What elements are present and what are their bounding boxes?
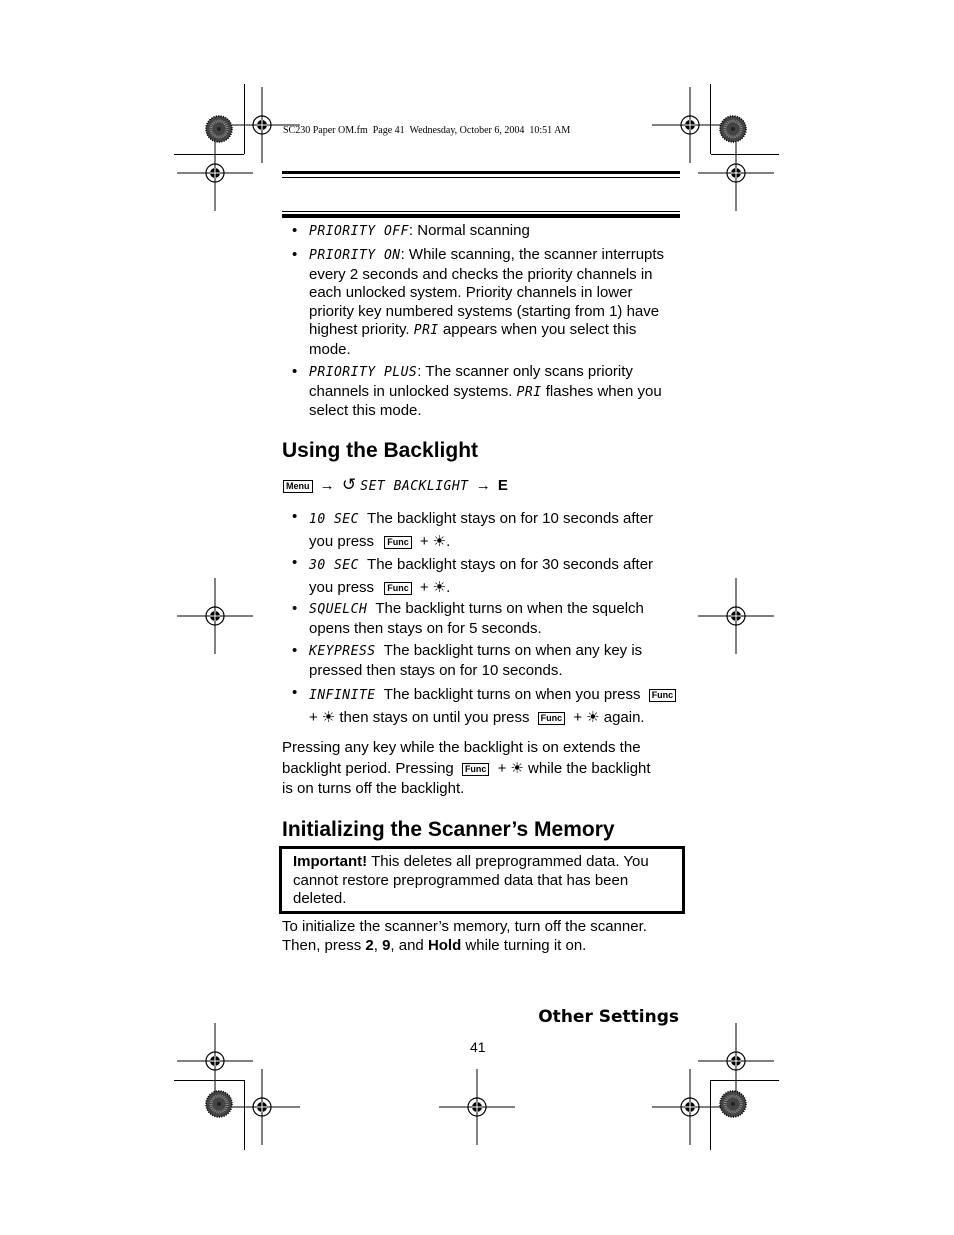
memory-paragraph: To initialize the scanner’s memory, turn off the scanner. Then, press 2, 9, and Hold while turning it on.	[282, 918, 647, 954]
func-key: Func	[538, 712, 566, 725]
header-rule-bottom	[282, 214, 680, 218]
starburst-icon	[720, 116, 746, 142]
bullet: •	[292, 363, 298, 380]
registration-mark-icon	[698, 578, 774, 654]
light-icon: ☀	[432, 579, 447, 596]
e-key: E	[497, 477, 508, 494]
page-number: 41	[470, 1039, 486, 1055]
menu-path	[283, 475, 508, 495]
section-footer: Other Settings	[538, 1007, 679, 1027]
func-key: Func	[462, 763, 490, 776]
lcd-text: PRIORITY PLUS	[309, 365, 418, 380]
registration-mark-icon	[652, 1069, 728, 1145]
lcd-text: PRIORITY OFF	[309, 224, 409, 239]
arrow-icon: →	[475, 477, 491, 494]
registration-mark-icon	[177, 1023, 253, 1099]
bullet: •	[292, 684, 298, 701]
starburst-icon	[720, 1091, 746, 1117]
starburst-icon	[206, 1091, 232, 1117]
light-icon: ☀	[510, 759, 524, 777]
bullet: •	[292, 554, 298, 571]
lcd-text: SET BACKLIGHT	[360, 479, 469, 494]
func-key: Func	[649, 689, 677, 702]
arrow-icon: →	[319, 477, 335, 494]
list-item: KEYPRESS The backlight turns on when any key is pressed then stays on for 10 seconds.	[309, 642, 643, 679]
list-item: 10 SEC The backlight stays on for 10 seconds after you press Func + ☀.	[309, 510, 654, 550]
header-rule-thin	[282, 177, 680, 178]
header-rule-thin-2	[282, 211, 680, 212]
list-item: 30 SEC The backlight stays on for 30 seconds after you press Func + ☀.	[309, 556, 654, 596]
menu-key: Menu	[283, 480, 313, 493]
important-label: Important!	[293, 853, 368, 870]
registration-mark-icon	[698, 1023, 774, 1099]
list-item: PRIORITY ON: While scanning, the scanner interrupts every 2 seconds and checks the priority channels in each unlocked system. Priority channels in lower priority key numbered systems (starting from 1) have highest priority. PRI appears when you select this mode.	[309, 246, 665, 358]
list-item: PRIORITY OFF: Normal scanning	[309, 222, 530, 239]
section-heading: Initializing the Scanner’s Memory	[282, 818, 615, 841]
important-box: Important! This deletes all preprogrammed data. You cannot restore preprogrammed data that has been deleted.	[279, 846, 685, 914]
func-key: Func	[384, 536, 412, 549]
rotate-icon: ↺	[341, 475, 357, 494]
bullet: •	[292, 642, 298, 659]
light-icon: ☀	[432, 533, 447, 550]
registration-mark-icon	[224, 1069, 300, 1145]
registration-mark-icon	[698, 135, 774, 211]
bullet: •	[292, 508, 298, 525]
starburst-icon	[206, 116, 232, 142]
list-item: SQUELCH The backlight turns on when the squelch opens then stays on for 5 seconds.	[309, 600, 644, 637]
bullet: •	[292, 222, 298, 239]
registration-mark-icon	[652, 87, 728, 163]
header-rule-top	[282, 171, 680, 174]
section-heading: Using the Backlight	[282, 439, 479, 462]
lcd-indicator: PRI	[413, 323, 439, 339]
lcd-text: PRIORITY ON	[309, 248, 401, 263]
bullet: •	[292, 246, 298, 263]
registration-mark-icon	[177, 135, 253, 211]
registration-mark-icon	[177, 578, 253, 654]
registration-mark-icon	[439, 1069, 515, 1145]
lcd-indicator: PRI	[516, 384, 542, 400]
func-key: Func	[384, 582, 412, 595]
light-icon: ☀	[321, 709, 336, 726]
light-icon: ☀	[586, 709, 600, 726]
bullet: •	[292, 600, 298, 617]
list-item: INFINITE The backlight turns on when you press Func + ☀ then stays on until you press Func + ☀ again.	[309, 684, 684, 729]
list-item: PRIORITY PLUS: The scanner only scans priority channels in unlocked systems. PRI flashes when you select this mode.	[309, 363, 662, 420]
file-info: SC230 Paper OM.fm Page 41 Wednesday, October 6, 2004 10:51 AM	[283, 125, 571, 136]
backlight-paragraph: Pressing any key while the backlight is on extends the backlight period. Pressing Func + ☀ while the backlight is on turns off the backlight.	[282, 739, 651, 797]
